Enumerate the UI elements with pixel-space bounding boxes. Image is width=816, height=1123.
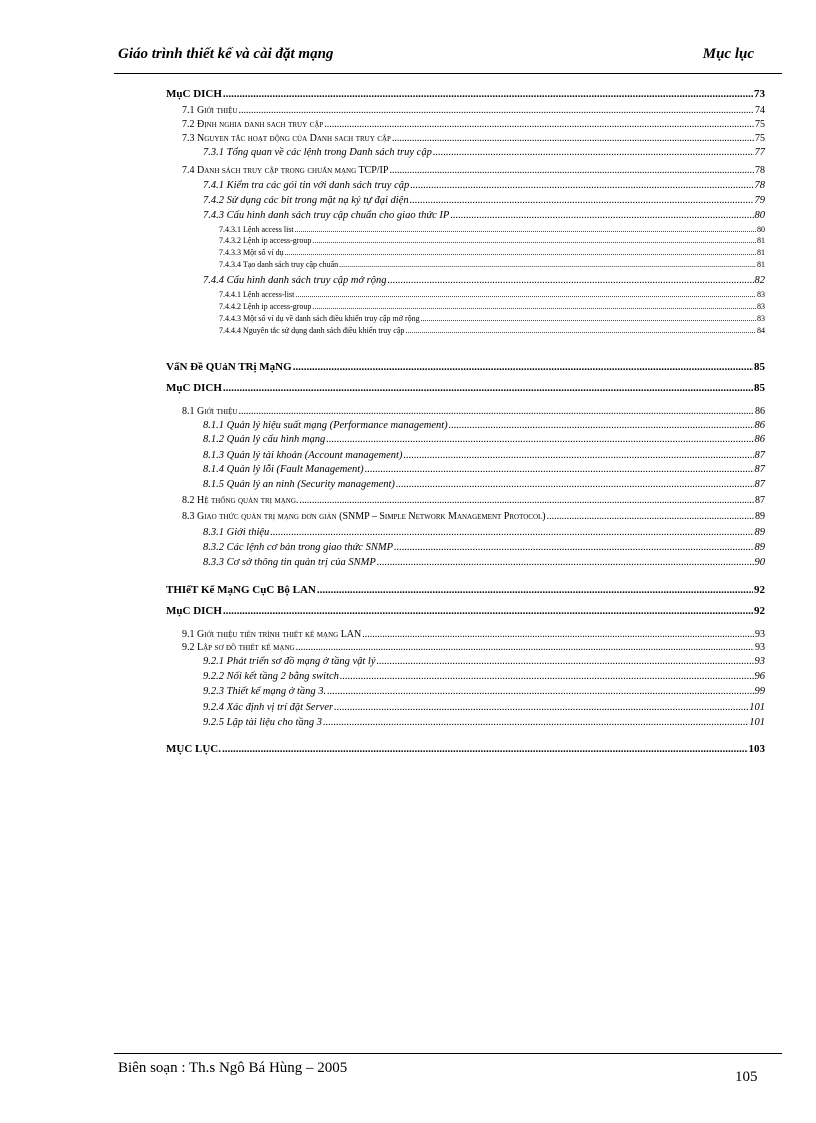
toc-entry-title: THIếT Kế MạNG CụC Bộ LAN <box>166 584 316 596</box>
toc-entry[interactable] <box>203 435 765 446</box>
toc-entry-page: 75 <box>755 133 765 144</box>
document-title: Giáo trình thiết kế và cài đặt mạng <box>118 46 334 62</box>
toc-entry-page: 87 <box>754 464 765 475</box>
toc-entry-page: 87 <box>754 450 765 461</box>
section-title: Mục lục <box>702 46 754 62</box>
toc-entry-title: 8.1.2 Quản lý cấu hình mạng <box>203 434 326 445</box>
toc-dot-leader <box>222 744 748 755</box>
toc-entry-title: MụC DICH <box>166 605 222 617</box>
toc-entry-title: 7.4.4.2 Lệnh ip access-group <box>219 302 312 311</box>
toc-entry-title: VấN Đề QUảN TRị MạNG <box>166 361 292 373</box>
toc-entry-page: 81 <box>757 260 765 269</box>
toc-dot-leader <box>326 435 753 446</box>
toc-entry-page: 87 <box>755 495 765 506</box>
toc-entry-title: 7.4.4.4 Nguyên tắc sử dụng danh sách điều khiển truy cập <box>219 326 405 335</box>
toc-entry-page: 93 <box>755 629 765 640</box>
toc-dot-leader <box>403 451 753 462</box>
toc-entry[interactable] <box>182 120 765 130</box>
toc-entry[interactable] <box>219 327 765 335</box>
toc-entry[interactable] <box>219 226 765 234</box>
toc-dot-leader <box>295 291 756 299</box>
toc-entry-page: 87 <box>754 479 765 490</box>
toc-entry[interactable] <box>203 543 765 554</box>
toc-entry-page: 85 <box>754 382 765 394</box>
toc-entry-page: 83 <box>757 290 765 299</box>
toc-entry-title: 8.3 Giao thức quản trị mạng đơn giản (SNMP – Simple Network Management Protocol) <box>182 511 546 522</box>
toc-entry-page: 82 <box>754 275 765 286</box>
toc-dot-leader <box>340 672 754 683</box>
toc-entry-title: 8.1.5 Quản lý an ninh (Security management) <box>203 479 395 490</box>
toc-dot-leader <box>449 421 754 432</box>
toc-entry[interactable] <box>182 630 765 640</box>
toc-dot-leader <box>433 148 754 159</box>
toc-entry[interactable] <box>219 303 765 311</box>
toc-entry[interactable] <box>219 291 765 299</box>
toc-entry-title: 9.2.2 Nối kết tầng 2 bằng switch <box>203 671 339 682</box>
toc-entry-page: 74 <box>755 105 765 116</box>
toc-entry-title: 8.3.3 Cơ sở thông tin quản trị của SNMP <box>203 557 376 568</box>
toc-dot-leader <box>377 657 754 668</box>
toc-entry-page: 92 <box>754 605 765 617</box>
toc-entry-title: 9.2.5 Lập tài liệu cho tầng 3 <box>203 717 322 728</box>
toc-entry[interactable] <box>219 249 765 257</box>
toc-entry-title: 8.1.1 Quản lý hiệu suất mạng (Performance management) <box>203 420 448 431</box>
toc-entry-title: 7.4.4 Cấu hình danh sách truy cập mở rộng <box>203 275 387 286</box>
toc-entry-page: 81 <box>757 236 765 245</box>
toc-entry[interactable] <box>203 558 765 569</box>
toc-entry[interactable] <box>182 166 765 176</box>
toc-entry[interactable] <box>203 148 765 159</box>
toc-dot-leader <box>339 261 756 269</box>
toc-entry-title: 8.2 Hệ thống quản trị mạng. <box>182 495 299 506</box>
toc-dot-leader <box>394 543 753 554</box>
toc-entry[interactable] <box>203 528 765 539</box>
toc-dot-leader <box>365 465 754 476</box>
toc-entry[interactable] <box>182 512 765 522</box>
toc-entry-title: 9.2.3 Thiết kế mạng ở tầng 3. <box>203 686 327 697</box>
toc-dot-leader <box>410 196 754 207</box>
toc-entry[interactable] <box>182 496 765 506</box>
toc-entry[interactable] <box>166 383 765 394</box>
toc-entry[interactable] <box>203 718 765 729</box>
toc-entry[interactable] <box>166 89 765 100</box>
toc-dot-leader <box>317 585 753 596</box>
toc-dot-leader <box>299 496 754 506</box>
toc-dot-leader <box>405 327 756 335</box>
toc-entry-page: 77 <box>754 147 765 158</box>
toc-entry[interactable] <box>203 196 765 207</box>
toc-entry-title: 7.4.3.4 Tạo danh sách truy cập chuẩn <box>219 260 339 269</box>
toc-entry-page: 81 <box>757 248 765 257</box>
toc-dot-leader <box>377 558 754 569</box>
toc-entry-title: 7.1 Giới thiệu <box>182 105 238 116</box>
toc-entry[interactable] <box>219 315 765 323</box>
toc-entry[interactable] <box>203 480 765 491</box>
toc-dot-leader <box>392 134 754 144</box>
toc-dot-leader <box>323 718 748 729</box>
toc-entry-title: 7.4.3.1 Lệnh access list <box>219 225 294 234</box>
toc-dot-leader <box>362 630 754 640</box>
toc-dot-leader <box>238 106 754 116</box>
toc-entry[interactable] <box>203 465 765 476</box>
toc-entry[interactable] <box>203 211 765 222</box>
toc-entry-title: 8.1.4 Quản lý lỗi (Fault Management) <box>203 464 364 475</box>
toc-entry[interactable] <box>203 451 765 462</box>
toc-dot-leader <box>389 166 754 176</box>
toc-entry-page: 84 <box>757 326 765 335</box>
toc-entry-page: 75 <box>755 119 765 130</box>
toc-dot-leader <box>295 226 756 234</box>
toc-entry-page: 79 <box>754 195 765 206</box>
toc-entry-page: 78 <box>755 165 765 176</box>
toc-entry[interactable] <box>203 657 765 668</box>
toc-entry-page: 80 <box>754 210 765 221</box>
toc-dot-leader <box>223 383 753 394</box>
toc-entry-title: 7.4 Danh sách truy cập trong chuẩn mạng TCP/IP <box>182 165 389 176</box>
toc-entry[interactable] <box>203 703 765 714</box>
toc-entry-title: 7.4.4.1 Lệnh access-list <box>219 290 295 299</box>
footer-author: Biên soạn : Th.s Ngô Bá Hùng – 2005 <box>118 1060 348 1076</box>
toc-entry-page: 89 <box>754 527 765 538</box>
toc-dot-leader <box>410 181 753 192</box>
toc-entry-page: 83 <box>757 314 765 323</box>
toc-dot-leader <box>421 315 756 323</box>
toc-entry-page: 85 <box>754 361 765 373</box>
toc-entry-title: 9.2.1 Phát triển sơ đồ mạng ở tầng vật lý <box>203 656 376 667</box>
toc-entry-page: 92 <box>754 584 765 596</box>
toc-entry-title: 7.4.2 Sử dụng các bit trong mặt nạ ký tự đại diện <box>203 195 409 206</box>
toc-dot-leader <box>450 211 753 222</box>
toc-entry-page: 90 <box>754 557 765 568</box>
toc-entry-page: 93 <box>755 642 765 653</box>
toc-entry[interactable] <box>166 585 765 596</box>
toc-entry-title: 9.2.4 Xác định vị trí đặt Server <box>203 702 334 713</box>
toc-entry[interactable] <box>166 606 765 617</box>
toc-entry-title: 9.1 Giới thiệu tiến trình thiết kế mạng LAN <box>182 629 362 640</box>
toc-entry-page: 73 <box>754 88 765 100</box>
toc-entry-title: 7.4.3.3 Một số ví dụ <box>219 248 284 257</box>
toc-dot-leader <box>396 480 754 491</box>
toc-entry[interactable] <box>182 106 765 116</box>
toc-entry-title: 8.1 Giới thiệu <box>182 406 238 417</box>
toc-entry-title: MỤC LỤC. <box>166 743 221 755</box>
toc-entry[interactable] <box>203 421 765 432</box>
toc-entry-page: 89 <box>754 542 765 553</box>
toc-entry[interactable] <box>182 643 765 653</box>
toc-entry[interactable] <box>219 261 765 269</box>
toc-entry-page: 96 <box>754 671 765 682</box>
toc-dot-leader <box>293 362 753 373</box>
toc-entry-page: 78 <box>754 180 765 191</box>
footer-divider <box>114 1053 782 1054</box>
toc-entry-page: 93 <box>754 656 765 667</box>
toc-dot-leader <box>312 237 756 245</box>
toc-entry[interactable] <box>203 276 765 287</box>
toc-dot-leader <box>238 407 754 417</box>
toc-entry[interactable] <box>166 362 765 373</box>
toc-entry-page: 86 <box>755 406 765 417</box>
page-number: 105 <box>735 1069 758 1085</box>
toc-entry-title: 7.4.3 Cấu hình danh sách truy cập chuẩn cho giao thức IP <box>203 210 450 221</box>
toc-dot-leader <box>327 687 753 698</box>
toc-dot-leader <box>296 643 754 653</box>
toc-dot-leader <box>223 606 753 617</box>
toc-entry-title: 7.4.1 Kiểm tra các gói tin với danh sách truy cập <box>203 180 410 191</box>
toc-entry-title: MụC DICH <box>166 88 222 100</box>
toc-entry-page: 99 <box>754 686 765 697</box>
toc-entry-title: 7.3.1 Tổng quan về các lệnh trong Danh sách truy cập <box>203 147 432 158</box>
toc-dot-leader <box>334 703 748 714</box>
toc-entry[interactable] <box>203 687 765 698</box>
toc-entry-title: 7.4.4.3 Một số ví dụ về danh sách điều khiển truy cập mở rộng <box>219 314 420 323</box>
toc-entry-title: 7.4.3.2 Lệnh ip access-group <box>219 236 312 245</box>
toc-entry-title: 9.2 Lập sơ đồ thiết kế mạng <box>182 642 295 653</box>
toc-entry-title: 8.1.3 Quản lý tài khoản (Account management) <box>203 450 403 461</box>
toc-dot-leader <box>223 89 753 100</box>
toc-entry-title: 8.3.2 Các lệnh cơ bản trong giao thức SNMP <box>203 542 394 553</box>
toc-entry-title: 8.3.1 Giới thiệu <box>203 527 270 538</box>
toc-entry[interactable] <box>203 181 765 192</box>
toc-entry-title: MụC DICH <box>166 382 222 394</box>
toc-entry-page: 80 <box>757 225 765 234</box>
toc-entry[interactable] <box>219 237 765 245</box>
toc-entry-title: 7.2 Định nghia danh sach truy cập <box>182 119 324 130</box>
toc-entry-page: 86 <box>754 420 765 431</box>
toc-entry[interactable] <box>166 744 765 755</box>
toc-entry-page: 101 <box>749 702 765 713</box>
toc-entry-title: 7.3 Nguyen tắc hoạt động của Danh sach truy cập <box>182 133 391 144</box>
toc-dot-leader <box>270 528 753 539</box>
toc-entry[interactable] <box>182 407 765 417</box>
toc-dot-leader <box>324 120 754 130</box>
toc-entry-page: 101 <box>749 717 765 728</box>
toc-dot-leader <box>547 512 754 522</box>
toc-dot-leader <box>285 249 756 257</box>
toc-entry-page: 89 <box>755 511 765 522</box>
toc-entry-page: 83 <box>757 302 765 311</box>
toc-entry[interactable] <box>182 134 765 144</box>
toc-entry-page: 86 <box>754 434 765 445</box>
toc-dot-leader <box>312 303 756 311</box>
toc-entry-page: 103 <box>748 743 765 755</box>
toc-entry[interactable] <box>203 672 765 683</box>
toc-dot-leader <box>388 276 754 287</box>
